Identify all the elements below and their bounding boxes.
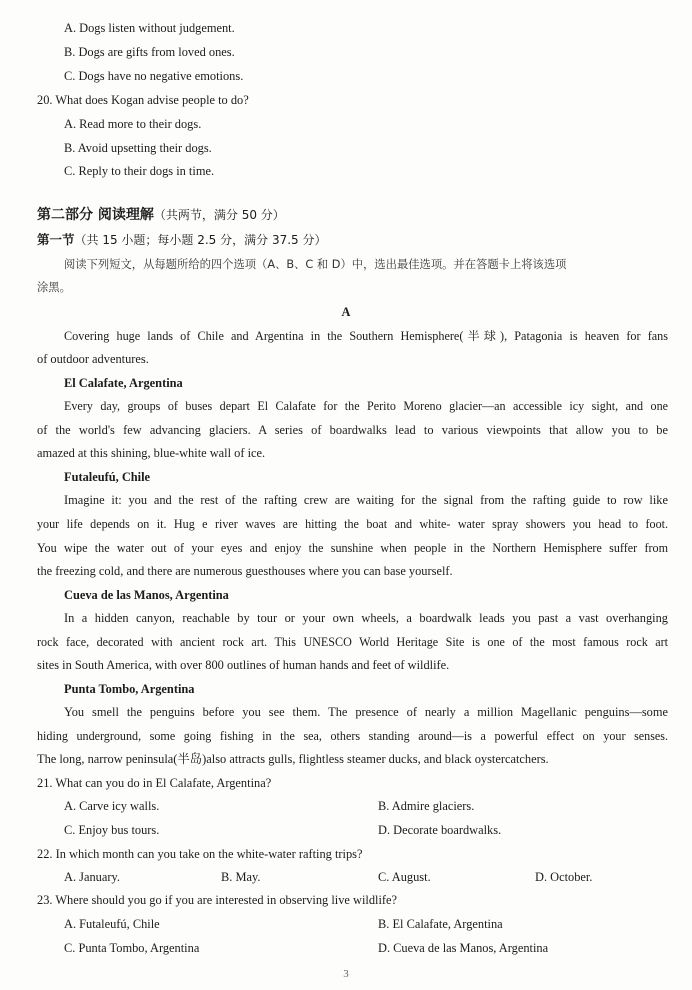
part2-heading (37, 207, 285, 223)
instruction-line-1: 阅读下列短文，从每题所给的四个选项（A、B、C 和 D）中，选出最佳选项。并在答题卡上将该选项 (64, 258, 567, 271)
section-heading-punta-tombo: Punta Tombo, Argentina (64, 682, 195, 696)
q21-option-c: C. Enjoy bus tours. (64, 823, 160, 837)
section-heading-futaleufu: Futaleufú, Chile (64, 470, 151, 484)
q23-stem: 23. Where should you go if you are interested in observing live wildlife? (37, 893, 398, 907)
part2-title: 第二部分 阅读理解 (37, 207, 154, 223)
q23-option-b: B. El Calafate, Argentina (378, 917, 503, 931)
passage-intro-line-1: Covering huge lands of Chile and Argentina in the Southern Hemisphere(半球), Patagonia is heaven for fans (64, 329, 668, 343)
q20-option-a: A. Read more to their dogs. (64, 117, 202, 131)
section-heading-el-calafate: El Calafate, Argentina (64, 376, 183, 390)
cueva-line-2: rock face, decorated with ancient rock art. This UNESCO World Heritage Site is one of the most famous rock art (37, 635, 668, 649)
q23-option-a: A. Futaleufú, Chile (64, 917, 160, 931)
q20-stem: 20. What does Kogan advise people to do? (37, 93, 249, 107)
q21-option-a: A. Carve icy walls. (64, 799, 160, 813)
q22-option-a: A. January. (64, 870, 120, 884)
page-number: 3 (343, 968, 349, 980)
q19-option-a: A. Dogs listen without judgement. (64, 21, 235, 35)
q22-option-b: B. May. (221, 870, 261, 884)
el-calafate-line-1: Every day, groups of buses depart El Calafate for the Perito Moreno glacier—an accessible icy sight, and one (64, 399, 668, 413)
q22-stem: 22. In which month can you take on the white-water rafting trips? (37, 847, 363, 861)
futaleufu-line-3: You wipe the water out of your eyes and enjoy the sunshine when people in the Northern Hemisphere suffer from (37, 541, 668, 555)
passage-label: A (341, 305, 351, 319)
punta-tombo-line-1: You smell the penguins before you see them. The presence of nearly a million Magellanic penguins—some (64, 705, 668, 719)
section1-heading (37, 232, 326, 248)
punta-tombo-line-3: The long, narrow peninsula(半岛)also attracts gulls, flightless steamer ducks, and black oystercatchers. (37, 752, 549, 766)
section1-note: （共 15 小题；每小题 2.5 分，满分 37.5 分） (74, 233, 327, 247)
instruction-line-2: 涂黑。 (37, 281, 71, 294)
passage-intro-line-2: of outdoor adventures. (37, 352, 149, 366)
cueva-line-1: In a hidden canyon, reachable by tour or your own wheels, a boardwalk leads you past a vast overhanging (64, 611, 668, 625)
q22-option-d: D. October. (535, 870, 593, 884)
el-calafate-line-2: of the world's few advancing glaciers. A series of boardwalks lead to various viewpoints that allow you to be (37, 423, 668, 437)
q23-option-c: C. Punta Tombo, Argentina (64, 941, 200, 955)
q21-option-d: D. Decorate boardwalks. (378, 823, 502, 837)
section1-title: 第一节 (37, 232, 75, 247)
cueva-line-3: sites in South America, with over 800 outlines of human hands and feet of wildlife. (37, 658, 450, 672)
q20-option-b: B. Avoid upsetting their dogs. (64, 141, 212, 155)
part2-title-note: （共两节，满分 50 分） (153, 208, 285, 222)
q19-option-b: B. Dogs are gifts from loved ones. (64, 45, 235, 59)
q22-option-c: C. August. (378, 870, 431, 884)
futaleufu-line-4: the freezing cold, and there are numerous guesthouses where you can base yourself. (37, 564, 453, 578)
futaleufu-line-2: your life depends on it. Hug e river waves are hitting the boat and white- water spray showers you head to foot. (37, 517, 668, 531)
el-calafate-line-3: amazed at this shining, blue-white wall of ice. (37, 446, 266, 460)
q23-option-d: D. Cueva de las Manos, Argentina (378, 941, 549, 955)
section-heading-cueva: Cueva de las Manos, Argentina (64, 588, 229, 602)
q20-option-c: C. Reply to their dogs in time. (64, 164, 215, 178)
q21-option-b: B. Admire glaciers. (378, 799, 475, 813)
punta-tombo-line-2: hiding underground, some going fishing in the sea, others standing around—is a powerful effect on your senses. (37, 729, 668, 743)
q19-option-c: C. Dogs have no negative emotions. (64, 69, 244, 83)
q21-stem: 21. What can you do in El Calafate, Argentina? (37, 776, 272, 790)
futaleufu-line-1: Imagine it: you and the rest of the rafting crew are waiting for the signal from the rafting guide to row like (64, 493, 668, 507)
